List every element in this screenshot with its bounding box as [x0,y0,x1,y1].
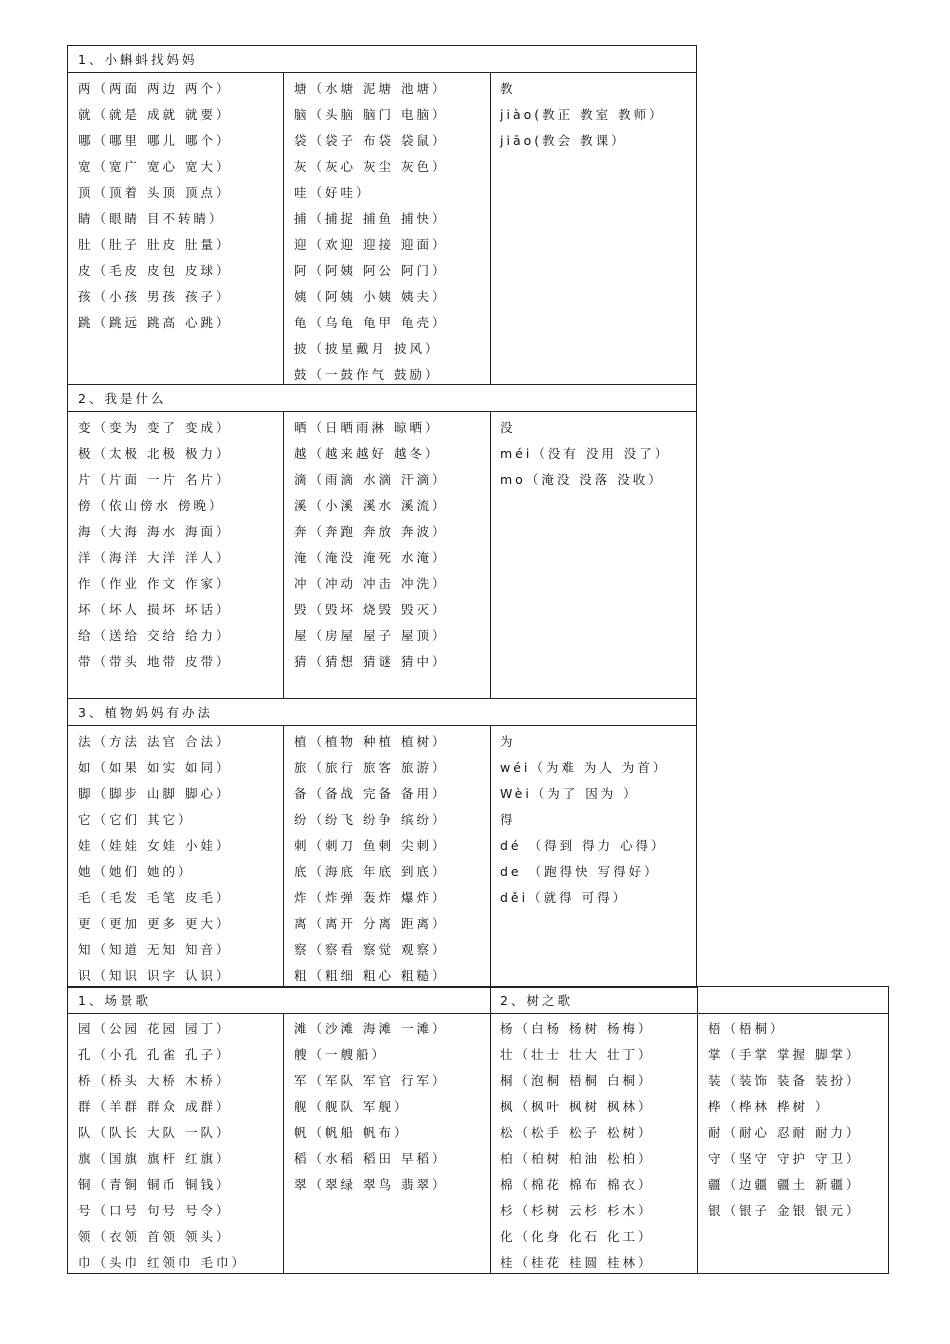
vocab-line: 守（坚守 守护 守卫） [708,1151,862,1166]
section-4-divider [68,1013,888,1014]
vocab-line: wéi（为难 为人 为首） [500,760,669,775]
vocab-line: jiào(教正 教室 教师） [500,107,665,122]
section-2-col-2 [294,415,447,675]
vocab-line: 就（就是 成就 就要） [78,107,232,122]
vocab-line: 脑（头脑 脑门 电脑） [294,107,448,122]
vocab-line: 桐（泡桐 梧桐 白桐） [500,1073,654,1088]
section-2-divider [68,411,696,412]
section-4-col-2 [294,1016,447,1198]
vocab-line: 舰（舰队 军舰） [294,1099,410,1114]
vocab-line: 化（化身 化石 化工） [500,1229,654,1244]
vocab-line: 滴（雨滴 水滴 汗滴） [294,472,448,487]
vocab-line: 底（海底 年底 到底） [294,864,448,879]
section-3-col-1 [78,729,231,989]
section-2-col-divider [283,411,284,698]
vocab-line: 为 [500,734,516,749]
vocab-line: 群（羊群 群众 成群） [78,1099,232,1114]
vocab-line: 柏（柏树 柏油 松柏） [500,1151,654,1166]
vocab-line: 孩（小孩 男孩 孩子） [78,289,232,304]
vocab-line: 猜（猜想 猜谜 猜中） [294,654,448,669]
vocab-line: 披（披星戴月 披风） [294,341,441,356]
vocab-line: 片（片面 一片 名片） [78,472,232,487]
vocab-line: 顶（顶着 头顶 顶点） [78,185,232,200]
vocab-line: 哪（哪里 哪儿 哪个） [78,133,232,148]
vocab-line: 宽（宽广 宽心 宽大） [78,159,232,174]
vocab-line: 松（松手 松子 松树） [500,1125,654,1140]
vocab-line: 洋（海洋 大洋 洋人） [78,550,232,565]
vocab-line: 队（队长 大队 一队） [78,1125,232,1140]
vocab-line: 领（衣领 首领 领头） [78,1229,232,1244]
vocab-line: 傍（依山傍水 傍晚） [78,498,225,513]
vocab-line: 她（她们 她的） [78,864,194,879]
vocab-line: 知（知道 无知 知音） [78,942,232,957]
vocab-line: 棉（棉花 棉布 棉衣） [500,1177,654,1192]
vocab-line: 耐（耐心 忍耐 耐力） [708,1125,862,1140]
section-3-header: 3、植物妈妈有办法 [78,705,213,720]
section-3-col-3 [500,729,668,911]
section-1-col-divider [490,72,491,384]
section-4-header-b: 2、树之歌 [500,993,573,1008]
vocab-line: 银（银子 金银 银元） [708,1203,862,1218]
vocab-line: 得 [500,812,516,827]
vocab-line: 粗（粗细 粗心 粗糙） [294,968,448,983]
vocab-line: 带（带头 地带 皮带） [78,654,232,669]
section-4-table [67,986,889,1274]
vocab-line: 杉（杉树 云杉 杉木） [500,1203,654,1218]
vocab-line: 毁（毁坏 烧毁 毁灭） [294,602,448,617]
vocab-line: 给（送给 交给 给力） [78,628,232,643]
section-1-col-1 [78,76,231,336]
vocab-line: 哇（好哇） [294,185,372,200]
vocab-line: 法（方法 法官 合法） [78,734,232,749]
vocab-line: 袋（袋子 布袋 袋鼠） [294,133,448,148]
vocab-line: 越（越来越好 越冬） [294,446,441,461]
vocab-line: 刺（刺刀 鱼刺 尖刺） [294,838,448,853]
vocab-line: 龟（乌龟 龟甲 龟壳） [294,315,448,330]
vocab-line: 毛（毛发 毛笔 皮毛） [78,890,232,905]
vocab-line: 炸（炸弹 轰炸 爆炸） [294,890,448,905]
vocab-line: 桥（桥头 大桥 木桥） [78,1073,232,1088]
vocab-line: 鼓（一鼓作气 鼓励） [294,367,441,382]
vocab-line: 肚（肚子 肚皮 肚量） [78,237,232,252]
vocab-line: 备（备战 完备 备用） [294,786,448,801]
vocab-line: 植（植物 种植 植树） [294,734,448,749]
vocab-line: 疆（边疆 疆土 新疆） [708,1177,862,1192]
vocab-line: 识（知识 识字 认识） [78,968,232,983]
vocab-line: 迎（欢迎 迎接 迎面） [294,237,448,252]
vocab-line: 更（更加 更多 更大） [78,916,232,931]
section-3-col-divider [283,725,284,987]
vocab-line: 桦（桦林 桦树 ） [708,1099,831,1114]
vocab-line: 睛（眼睛 目不转睛） [78,211,225,226]
vocab-line: 旗（国旗 旗杆 红旗） [78,1151,232,1166]
vocab-line: 枫（枫叶 枫树 枫林） [500,1099,654,1114]
vocab-line: 娃（娃娃 女娃 小娃） [78,838,232,853]
vocab-line: 铜（青铜 铜币 铜钱） [78,1177,232,1192]
vocab-line: 纷（纷飞 纷争 缤纷） [294,812,448,827]
vocab-line: 离（离开 分离 距离） [294,916,448,931]
vocab-line: 海（大海 海水 海面） [78,524,232,539]
vocab-line: 孔（小孔 孔雀 孔子） [78,1047,232,1062]
vocab-line: 巾（头巾 红领巾 毛巾） [78,1255,247,1270]
vocab-line: 极（太极 北极 极力） [78,446,232,461]
vocab-line: 坏（坏人 损坏 坏话） [78,602,232,617]
section-4-col-4 [708,1016,861,1224]
section-2-col-3 [500,415,670,493]
vocab-line: dé （得到 得力 心得） [500,838,667,853]
vocab-line: 屋（房屋 屋子 屋顶） [294,628,448,643]
section-4-col-divider [283,1013,284,1273]
vocab-line: 皮（毛皮 皮包 皮球） [78,263,232,278]
vocab-line: 作（作业 作文 作家） [78,576,232,591]
vocab-line: 冲（冲动 冲击 冲洗） [294,576,448,591]
vocab-line: 塘（水塘 泥塘 池塘） [294,81,448,96]
vocab-line: 装（装饰 装备 装扮） [708,1073,862,1088]
section-3-col-2 [294,729,447,989]
vocab-line: 滩（沙滩 海滩 一滩） [294,1021,448,1036]
vocab-line: 桂（桂花 桂圆 桂林） [500,1255,654,1270]
section-2-col-1 [78,415,231,675]
vocab-line: jiāo(教会 教课） [500,133,627,148]
section-1-header: 1、小蝌蚪找妈妈 [78,52,198,67]
section-1-col-3 [500,76,665,154]
vocab-line: 军（军队 军官 行军） [294,1073,448,1088]
vocab-line: 溪（小溪 溪水 溪流） [294,498,448,513]
vocab-line: 壮（壮士 壮大 壮丁） [500,1047,654,1062]
section-1-col-2 [294,76,447,388]
section-3-divider [68,725,696,726]
vocab-line: mo（淹没 没落 没收） [500,472,664,487]
vocab-line: 姨（阿姨 小姨 姨夫） [294,289,448,304]
vocab-line: 没 [500,420,516,435]
vocab-line: de （跑得快 写得好） [500,864,660,879]
vocab-line: 号（口号 句号 号令） [78,1203,232,1218]
section-4-col-divider [697,987,698,1273]
vocab-line: 翠（翠绿 翠鸟 翡翠） [294,1177,448,1192]
vocab-line: 阿（阿姨 阿公 阿门） [294,263,448,278]
vocab-line: 两（两面 两边 两个） [78,81,232,96]
vocab-line: 掌（手掌 掌握 脚掌） [708,1047,862,1062]
vocab-line: 如（如果 如实 如同） [78,760,232,775]
vocab-line: 它（它们 其它） [78,812,194,827]
vocab-line: 淹（淹没 淹死 水淹） [294,550,448,565]
vocab-line: 帆（帆船 帆布） [294,1125,410,1140]
section-2-col-divider [490,411,491,698]
vocab-line: 晒（日晒雨淋 晾晒） [294,420,441,435]
vocab-line: 教 [500,81,516,96]
vocab-line: 杨（白杨 杨树 杨梅） [500,1021,654,1036]
vocab-line: 捕（捕捉 捕鱼 捕快） [294,211,448,226]
vocab-line: Wèi（为了 因为 ） [500,786,639,801]
vocab-line: děi（就得 可得） [500,890,629,905]
section-4-col-3 [500,1016,653,1276]
section-1-divider [68,72,696,73]
vocab-line: 梧（梧桐） [708,1021,786,1036]
vocab-line: 脚（脚步 山脚 脚心） [78,786,232,801]
vocab-line: méi（没有 没用 没了） [500,446,671,461]
vocab-line: 稻（水稻 稻田 早稻） [294,1151,448,1166]
section-2-header: 2、我是什么 [78,391,167,406]
section-3-table [67,698,697,988]
section-4-col-divider [490,987,491,1273]
vocab-line: 艘（一艘船） [294,1047,388,1062]
section-2-table [67,384,697,699]
vocab-line: 变（变为 变了 变成） [78,420,232,435]
vocab-line: 灰（灰心 灰尘 灰色） [294,159,448,174]
vocab-line: 跳（跳远 跳高 心跳） [78,315,232,330]
section-3-col-divider [490,725,491,987]
vocab-line: 奔（奔跑 奔放 奔波） [294,524,448,539]
section-4-header-a: 1、场景歌 [78,993,151,1008]
section-4-col-1 [78,1016,247,1276]
vocab-line: 旅（旅行 旅客 旅游） [294,760,448,775]
vocab-line: 园（公园 花园 园丁） [78,1021,232,1036]
section-1-col-divider [283,72,284,384]
section-1-table [67,45,697,385]
vocab-line: 察（察看 察觉 观察） [294,942,448,957]
